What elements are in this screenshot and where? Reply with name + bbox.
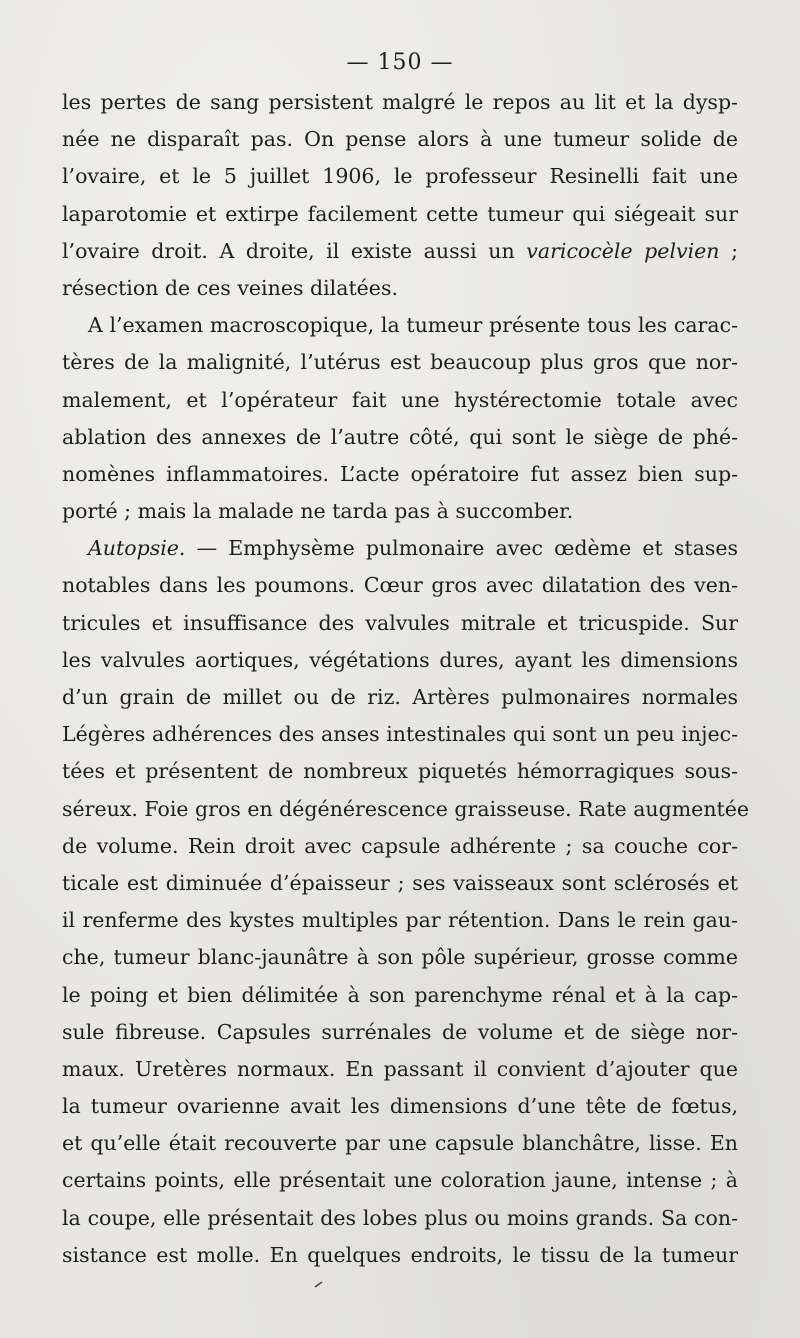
ink-mark-icon [314, 1280, 324, 1288]
text-line: nomènes inflammatoires. L’acte opératoire fut assez bien sup- [62, 461, 738, 486]
text-line: notables dans les poumons. Cœur gros avec dilatation des ven- [62, 573, 738, 598]
text-line: certains points, elle présentait une coloration jaune, intense ; à [62, 1168, 738, 1193]
text-line: porté ; mais la malade ne tarda pas à succomber. [62, 499, 574, 524]
text-line: laparotomie et extirpe facilement cette tumeur qui siégeait sur [62, 201, 738, 226]
text-line: ablation des annexes de l’autre côté, qui sont le siège de phé- [62, 424, 738, 449]
text-segment: ; [719, 238, 738, 263]
text-line: le poing et bien délimitée à son parenchyme rénal et à la cap- [62, 982, 738, 1007]
ink-mark [314, 1276, 324, 1292]
text-line: et qu’elle était recouverte par une capsule blanchâtre, lisse. En [62, 1131, 738, 1156]
text-line: sule fibreuse. Capsules surrénales de volume et de siège nor- [62, 1019, 738, 1044]
text-line: tères de la malignité, l’utérus est beaucoup plus gros que nor- [62, 350, 738, 375]
italic-term-autopsie: Autopsie. [88, 536, 186, 561]
text-line: maux. Uretères normaux. En passant il convient d’ajouter que [62, 1056, 738, 1081]
text-line: malement, et l’opérateur fait une hystérectomie totale avec [62, 387, 738, 412]
text-line: d’un grain de millet ou de riz. Artères pulmonaires normales [62, 685, 738, 709]
text-segment: — Emphysème pulmonaire avec œdème et stases [185, 536, 738, 561]
text-line: che, tumeur blanc-jaunâtre à son pôle supérieur, grosse comme [62, 945, 738, 970]
text-line: résection de ces veines dilatées. [62, 275, 398, 300]
text-line: Légères adhérences des anses intestinales qui sont un peu injec- [62, 722, 738, 747]
text-line: les pertes de sang persistent malgré le repos au lit et la dysp- [62, 90, 738, 114]
text-line: née ne disparaît pas. On pense alors à une tumeur solide de [62, 127, 738, 152]
body-text [62, 84, 750, 1274]
text-line-varicocele [62, 233, 738, 270]
text-segment: l’ovaire droit. A droite, il existe aussi un [62, 238, 527, 263]
text-line: sistance est molle. En quelques endroits, le tissu de la tumeur [62, 1242, 738, 1267]
page-number: — 150 — [346, 50, 454, 75]
text-line: tricules et insuffisance des valvules mitrale et tricuspide. Sur [62, 610, 738, 635]
text-line: tées et présentent de nombreux piquetés hémorragiques sous- [62, 759, 738, 784]
text-line: la tumeur ovarienne avait les dimensions d’une tête de fœtus, [62, 1094, 738, 1119]
text-line-autopsie [62, 530, 738, 567]
text-line: la coupe, elle présentait des lobes plus ou moins grands. Sa con- [62, 1205, 738, 1230]
text-line: A l’examen macroscopique, la tumeur présente tous les carac- [88, 313, 738, 338]
text-line: ticale est diminuée d’épaisseur ; ses vaisseaux sont sclérosés et [62, 870, 738, 895]
text-line: séreux. Foie gros en dégénérescence graisseuse. Rate augmentée [62, 796, 750, 821]
text-line: l’ovaire, et le 5 juillet 1906, le professeur Resinelli fait une [62, 164, 738, 189]
text-line: les valvules aortiques, végétations dures, ayant les dimensions [62, 647, 738, 672]
text-line: il renferme des kystes multiples par rétention. Dans le rein gau- [62, 908, 738, 933]
text-line: de volume. Rein droit avec capsule adhérente ; sa couche cor- [62, 833, 738, 858]
italic-term-varicocele: varicocèle pelvien [526, 238, 720, 263]
